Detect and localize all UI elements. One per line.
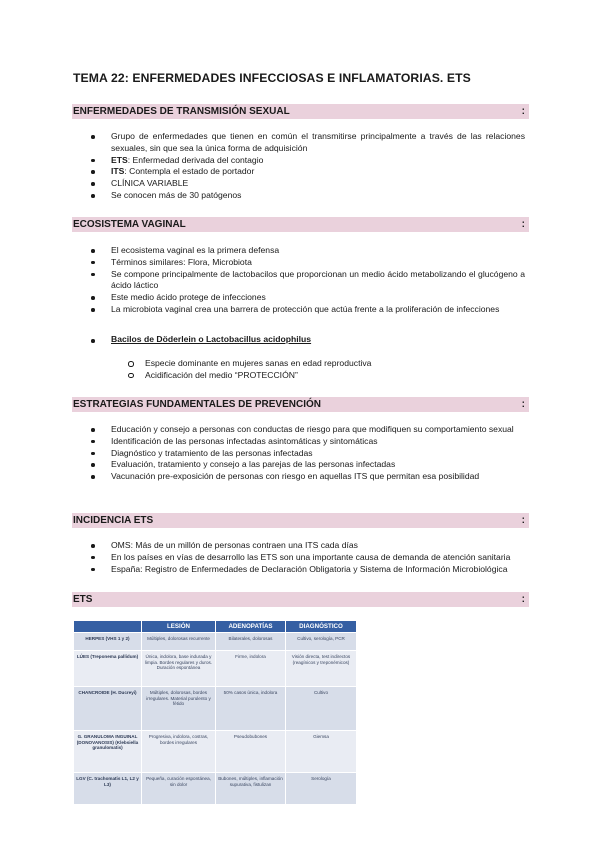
table-header-cell xyxy=(74,621,142,633)
list-item: El ecosistema vaginal es la primera defensa xyxy=(0,245,525,257)
list-item: Identificación de las personas infectadas asintomáticas y sintomáticas xyxy=(0,436,525,448)
section-header-incidencia xyxy=(72,513,529,528)
section-title: ENFERMEDADES DE TRANSMISIÓN SEXUAL xyxy=(73,106,290,117)
bullet-icon xyxy=(91,463,95,467)
list-item: Se conocen más de 30 patógenos xyxy=(0,190,525,202)
table-cell: LGV (C. trachomatis L1, L2 y L3) xyxy=(74,773,142,805)
bullet-icon xyxy=(91,135,95,139)
table-row xyxy=(74,687,357,731)
list-item: España: Registro de Enfermedades de Declaración Obligatoria y Sistema de Información Microbiológica xyxy=(0,564,525,576)
table-row xyxy=(74,731,357,773)
table-cell: Bilaterales, dolorosas xyxy=(216,633,286,651)
bullet-icon xyxy=(91,182,95,186)
circle-bullet-icon xyxy=(128,373,134,379)
section-header-ets xyxy=(72,592,529,607)
table-cell: Cultivo, serología, PCR xyxy=(286,633,357,651)
table-cell: Cultivo xyxy=(286,687,357,731)
table-cell: Serología xyxy=(286,773,357,805)
section-colon: : xyxy=(521,594,525,605)
list-item: Especie dominante en mujeres sanas en edad reproductiva xyxy=(0,358,371,370)
bullet-icon xyxy=(91,544,95,548)
prevencion-list xyxy=(0,424,525,483)
list-item: Este medio ácido protege de infecciones xyxy=(0,292,525,304)
table-cell: Firme, indolora xyxy=(216,651,286,687)
section-title: ECOSISTEMA VAGINAL xyxy=(73,219,186,230)
table-row xyxy=(74,773,357,805)
bullet-icon xyxy=(91,452,95,456)
table-row xyxy=(74,651,357,687)
list-item: Se compone principalmente de lactobacilos que proporcionan un medio ácido metabolizando el glucógeno a ácido láctico xyxy=(0,269,525,293)
table-cell: LÚES (Treponema pallidum) xyxy=(74,651,142,687)
bullet-icon xyxy=(91,159,95,163)
table-cell: CHANCROIDE (H. Ducreyi) xyxy=(74,687,142,731)
section-colon: : xyxy=(521,106,525,117)
table-header-cell: ADENOPATÍAS xyxy=(216,621,286,633)
bullet-icon xyxy=(91,249,95,253)
table-cell: HERPES (VHS 1 y 2) xyxy=(74,633,142,651)
list-item: ITS: Contempla el estado de portador xyxy=(0,166,525,178)
bullet-icon xyxy=(91,475,95,479)
list-item: Grupo de enfermedades que tienen en común el transmitirse principalmente a través de las relaciones sexuales, sin que sea la única forma de adquisición xyxy=(0,131,525,155)
table-cell: Visión directa, test indirectos (reagínicos y treponémicos) xyxy=(286,651,357,687)
transmision-list xyxy=(0,131,525,202)
section-title: INCIDENCIA ETS xyxy=(73,515,154,526)
section-header-ecosistema xyxy=(72,217,529,232)
list-item: Educación y consejo a personas con conductas de riesgo para que modifiquen su comportamiento sexual xyxy=(0,424,525,436)
list-item: Vacunación pre-exposición de personas con riesgo en aquellas ITS que permitan esa posibilidad xyxy=(0,471,525,483)
ets-table xyxy=(73,620,357,805)
table-cell: Múltiples, dolorosas, bordes irregulares. Material purulento y fétido xyxy=(142,687,216,731)
table-cell: Única, indolora, base indurada y limpia. Bordes regulares y duros. Duración espontánea xyxy=(142,651,216,687)
table-header-row xyxy=(74,621,357,633)
bullet-icon xyxy=(91,170,95,174)
table-cell: Bubones, múltiples, inflamación supurativa, fistulizan xyxy=(216,773,286,805)
bullet-icon xyxy=(91,428,95,432)
list-item: ETS: Enfermedad derivada del contagio xyxy=(0,155,525,167)
list-item: La microbiota vaginal crea una barrera de protección que actúa frente a la proliferación de infecciones xyxy=(0,304,525,316)
bullet-icon xyxy=(91,308,95,312)
ecosistema-list xyxy=(0,245,525,316)
table-cell: G. GRANULOMA INGUINAL (DONOVANOSIS) (Klebsiella granulomatis) xyxy=(74,731,142,773)
doderlein-sublist xyxy=(0,358,371,382)
table-header-cell: DIAGNÓSTICO xyxy=(286,621,357,633)
section-title: ESTRATEGIAS FUNDAMENTALES DE PREVENCIÓN xyxy=(73,399,321,410)
bullet-icon xyxy=(91,440,95,444)
section-title: ETS xyxy=(73,594,93,605)
table-cell: Giemsa xyxy=(286,731,357,773)
list-item: En los países en vías de desarrollo las ETS son una importante causa de demanda de atención sanitaria xyxy=(0,552,525,564)
bullet-icon xyxy=(91,261,95,265)
list-item: Términos similares: Flora, Microbiota xyxy=(0,257,525,269)
list-item: Acidificación del medio “PROTECCIÓN” xyxy=(0,370,371,382)
list-item: Diagnóstico y tratamiento de las personas infectadas xyxy=(0,448,525,460)
table-header-cell: LESIÓN xyxy=(142,621,216,633)
table-cell: Pequeña, curación espontánea, sin dolor xyxy=(142,773,216,805)
section-header-prevencion xyxy=(72,397,529,412)
section-header-transmision xyxy=(72,104,529,119)
list-item: Evaluación, tratamiento y consejo a las parejas de las personas infectadas xyxy=(0,459,525,471)
bullet-icon xyxy=(91,339,95,343)
list-item: CLÍNICA VARIABLE xyxy=(0,178,525,190)
circle-bullet-icon xyxy=(128,361,134,367)
table-cell: 50% casos única, indolora xyxy=(216,687,286,731)
section-colon: : xyxy=(521,515,525,526)
incidencia-list xyxy=(0,540,525,575)
table-cell: Progresiva, indolora, costras, bordes irregulares xyxy=(142,731,216,773)
list-item: OMS: Más de un millón de personas contraen una ITS cada días xyxy=(0,540,525,552)
section-colon: : xyxy=(521,219,525,230)
table-cell: Pseudobubones xyxy=(216,731,286,773)
page-title: TEMA 22: ENFERMEDADES INFECCIOSAS E INFLAMATORIAS. ETS xyxy=(73,71,471,85)
table-row xyxy=(74,633,357,651)
bullet-icon xyxy=(91,273,95,277)
subheading-doderlein: Bacilos de Döderlein o Lactobacillus acidophilus xyxy=(111,334,312,344)
bullet-icon xyxy=(91,296,95,300)
bullet-icon xyxy=(91,194,95,198)
section-colon: : xyxy=(521,399,525,410)
bullet-icon xyxy=(91,556,95,560)
bullet-icon xyxy=(91,568,95,572)
table-cell: Múltiples, dolorosas recurrente xyxy=(142,633,216,651)
